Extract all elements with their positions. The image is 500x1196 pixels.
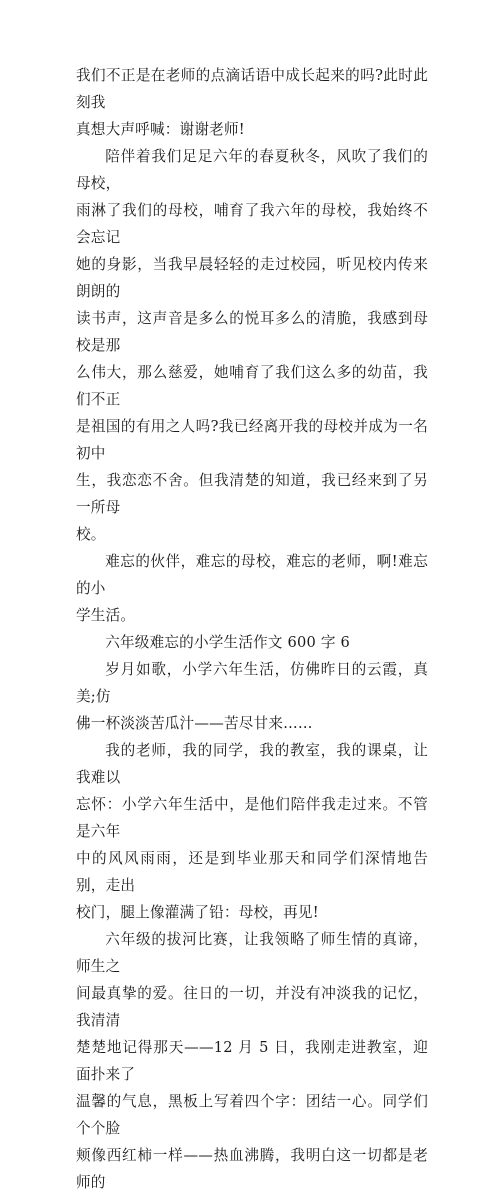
text-line: 学生活。 bbox=[76, 607, 136, 624]
text-line: 颊像西红柿一样——热血沸腾，我明白这一切都是老师的 bbox=[76, 1147, 428, 1191]
text-line: 雨淋了我们的母校，哺育了我六年的母校，我始终不会忘记 bbox=[76, 202, 428, 246]
text-line: 六年级的拔河比赛，让我领略了师生情的真谛，师生之 bbox=[76, 931, 428, 975]
section-heading bbox=[76, 629, 428, 656]
paragraph bbox=[76, 548, 428, 629]
text-line: 陪伴着我们足足六年的春夏秋冬，风吹了我们的母校， bbox=[76, 148, 428, 192]
document-page bbox=[76, 62, 428, 1196]
heading-text: 六年级难忘的小学生活作文 600 字 6 bbox=[105, 634, 350, 651]
text-line: 读书声，这声音是多么的悦耳多么的清脆，我感到母校是那 bbox=[76, 310, 428, 354]
text-line: 间最真挚的爱。往日的一切，并没有冲淡我的记忆，我清清 bbox=[76, 985, 428, 1029]
text-line: 她的身影，当我早晨轻轻的走过校园，听见校内传来朗朗的 bbox=[76, 256, 428, 300]
text-line: 是祖国的有用之人吗?我已经离开我的母校并成为一名初中 bbox=[76, 418, 428, 462]
text-line: 我的老师，我的同学，我的教室，我的课桌，让我难以 bbox=[76, 742, 428, 786]
paragraph bbox=[76, 926, 428, 1196]
text-line: 佛一杯淡淡苦瓜汁——苦尽甘来…… bbox=[76, 715, 313, 732]
paragraph bbox=[76, 62, 428, 143]
text-line: 生，我恋恋不舍。但我清楚的知道，我已经来到了另一所母 bbox=[76, 472, 428, 516]
paragraph bbox=[76, 656, 428, 737]
paragraph bbox=[76, 143, 428, 548]
text-line: 岁月如歌，小学六年生活，仿佛昨日的云霞，真美;仿 bbox=[76, 661, 428, 705]
text-line: 忘怀：小学六年生活中，是他们陪伴我走过来。不管是六年 bbox=[76, 796, 428, 840]
text-line: 我们不正是在老师的点滴话语中成长起来的吗?此时此刻我 bbox=[76, 67, 428, 111]
text-line: 真想大声呼喊：谢谢老师! bbox=[76, 121, 245, 138]
text-line: 校。 bbox=[76, 526, 106, 543]
text-line: 中的风风雨雨，还是到毕业那天和同学们深情地告别，走出 bbox=[76, 850, 428, 894]
text-line: 么伟大，那么慈爱，她哺育了我们这么多的幼苗，我们不正 bbox=[76, 364, 428, 408]
text-line: 难忘的伙伴，难忘的母校，难忘的老师，啊!难忘的小 bbox=[76, 553, 428, 597]
text-line: 校门，腿上像灌满了铅：母校，再见! bbox=[76, 904, 319, 921]
text-line: 温馨的气息，黑板上写着四个字：团结一心。同学们个个脸 bbox=[76, 1093, 428, 1137]
text-line: 楚楚地记得那天——12 月 5 日，我刚走进教室，迎面扑来了 bbox=[76, 1039, 428, 1083]
paragraph bbox=[76, 737, 428, 926]
